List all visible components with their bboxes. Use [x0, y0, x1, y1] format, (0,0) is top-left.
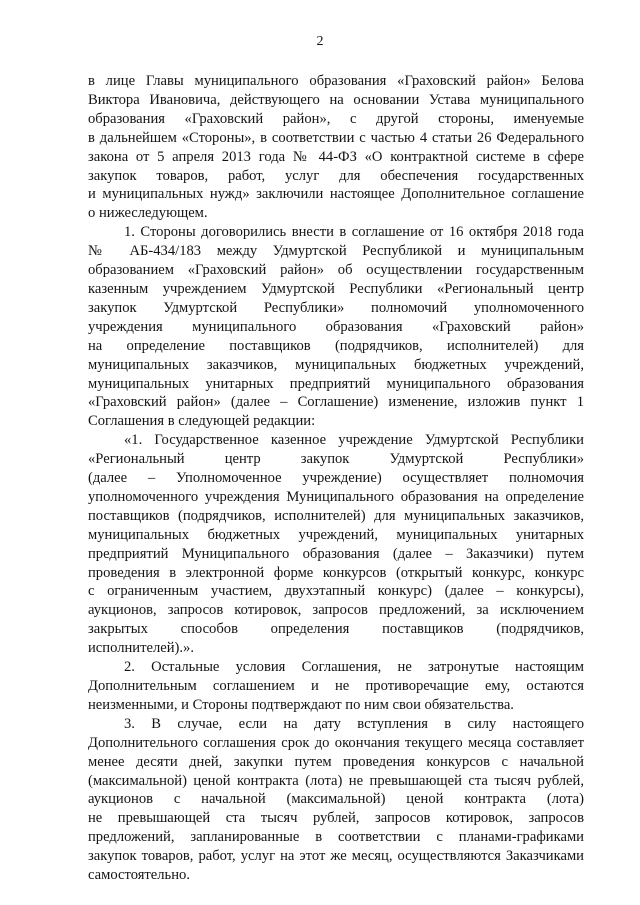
- text-line: (далее – Уполномоченное учреждение) осуществляет полномочия: [88, 470, 584, 487]
- text-line: с ограниченным участием, двухэтапный конкурс) (далее – конкурсы),: [88, 583, 584, 600]
- text-line: 3. В случае, если на дату вступления в силу настоящего: [124, 715, 584, 732]
- text-line: 2. Остальные условия Соглашения, не затронутые настоящим: [124, 659, 584, 676]
- text-line: в лице Главы муниципального образования «Граховский район» Белова: [88, 73, 584, 89]
- text-line: образованием «Граховский район» об осуществлении государственным: [88, 262, 584, 279]
- document-body: [88, 72, 584, 885]
- text-line: «1. Государственное казенное учреждение Удмуртской Республики: [124, 432, 584, 449]
- paragraph-2: [88, 223, 584, 431]
- paragraph-4: [88, 658, 584, 715]
- text-line: Дополнительного соглашения срок до окончания текущего месяца составляет: [88, 734, 584, 751]
- text-line: (максимальной) ценой контракта (лота) не превышающей ста тысяч рублей,: [88, 772, 584, 789]
- text-line: муниципальных заказчиков, муниципальных бюджетных учреждений,: [88, 356, 584, 373]
- text-line: муниципальных унитарных предприятий муниципального образования: [88, 375, 584, 392]
- text-line: предприятий Муниципального образования (далее – Заказчики) путем: [88, 545, 584, 562]
- text-line: закупок товаров, работ, услуг на этот же месяц, осуществляются Заказчиками: [88, 848, 584, 865]
- text-line: аукционов, запросов котировок, запросов предложений, за исключением: [88, 602, 584, 619]
- text-line: закупок Удмуртской Республики» полномочий уполномоченного: [88, 299, 584, 316]
- text-line: уполномоченного учреждения Муниципального образования на определение: [88, 488, 584, 505]
- paragraph-5: [88, 715, 584, 885]
- text-line: о нижеследующем.: [88, 205, 208, 222]
- text-line: образования «Граховский район», с другой стороны, именуемые: [88, 110, 584, 127]
- text-line: муниципальных бюджетных учреждений, муниципальных унитарных: [88, 526, 584, 543]
- paragraph-3: [88, 431, 584, 658]
- page-number: 2: [316, 34, 324, 49]
- text-line: Соглашения в следующей редакции:: [88, 413, 316, 430]
- text-line: предложений, запланированные в соответствии с планами-графиками: [88, 829, 584, 846]
- text-line: казенным учреждением Удмуртской Республики «Региональный центр: [88, 280, 584, 297]
- text-line: и муниципальных нужд» заключили настоящее Дополнительное соглашение: [88, 186, 584, 203]
- text-line: в дальнейшем «Стороны», в соответствии с частью 4 статьи 26 Федерального: [88, 129, 584, 146]
- text-line: не превышающей ста тысяч рублей, запросов котировок, запросов: [88, 810, 584, 827]
- text-line: проведения в электронной форме конкурсов (открытый конкурс, конкурс: [88, 564, 584, 581]
- text-line: исполнителей).».: [88, 640, 194, 657]
- text-line: № АБ-434/183 между Удмуртской Республикой и муниципальным: [88, 243, 584, 260]
- text-line: 1. Стороны договорились внести в соглашение от 16 октября 2018 года: [124, 224, 584, 241]
- text-line: закона от 5 апреля 2013 года № 44-ФЗ «О контрактной системе в сфере: [88, 148, 584, 165]
- text-line: менее десяти дней, закупки путем проведения конкурсов с начальной: [88, 753, 584, 770]
- text-line: поставщиков (подрядчиков, исполнителей) для муниципальных заказчиков,: [88, 507, 584, 524]
- text-line: аукционов с начальной (максимальной) ценой контракта (лота): [88, 791, 584, 808]
- text-line: «Региональный центр закупок Удмуртской Республики»: [88, 451, 584, 468]
- text-line: Дополнительным соглашением и не противоречащие ему, остаются: [88, 678, 584, 694]
- text-line: самостоятельно.: [88, 867, 190, 884]
- text-line: учреждения муниципального образования «Граховский район»: [88, 318, 584, 335]
- text-line: закупок товаров, работ, услуг для обеспечения государственных: [88, 167, 584, 184]
- text-line: закрытых способов определения поставщиков (подрядчиков,: [88, 621, 584, 638]
- text-line: неизменными, и Стороны подтверждают по ним свои обязательства.: [88, 696, 514, 713]
- paragraph-1: [88, 72, 584, 223]
- text-line: на определение поставщиков (подрядчиков, исполнителей) для: [88, 337, 584, 354]
- text-line: «Граховский район» (далее – Соглашение) изменение, изложив пункт 1: [88, 394, 584, 411]
- text-line: Виктора Ивановича, действующего на основании Устава муниципального: [88, 91, 584, 108]
